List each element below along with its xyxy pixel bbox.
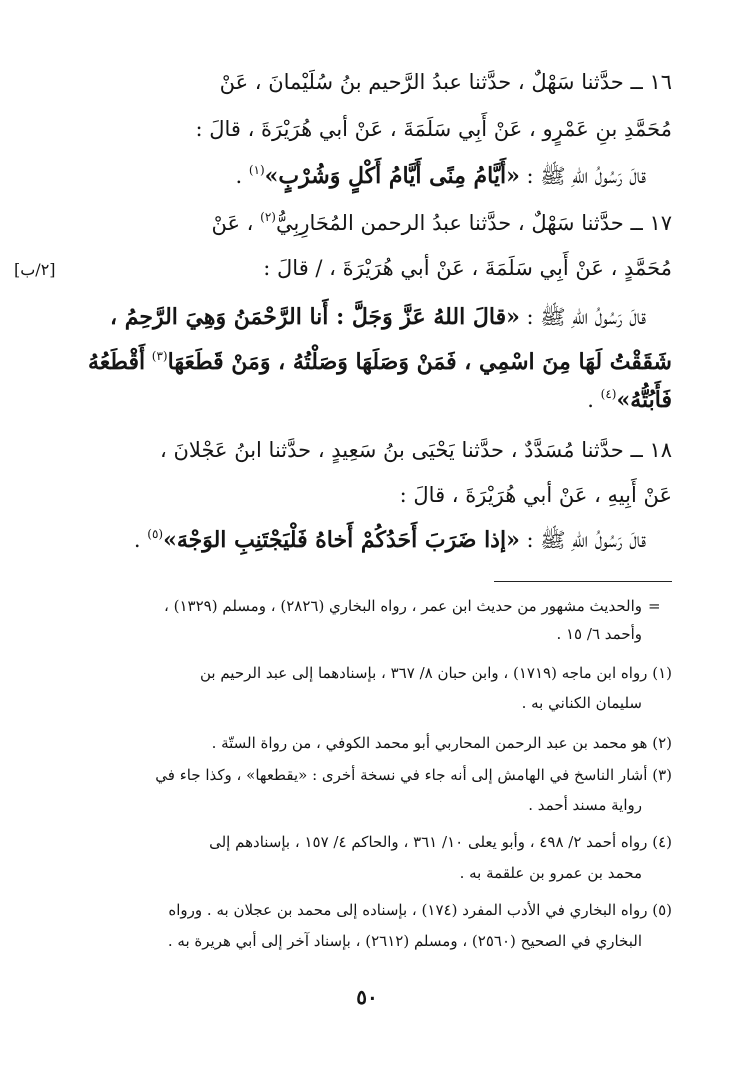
page-number: ٥٠ [356,985,378,1009]
hadith-17-chain-pre: ١٧ ــ حدَّثنا سَهْلٌ ، حدَّثنا عبدُ الرحمن المُحَارِبِيُّ [275,211,672,235]
hadith-16-chain-line1: ١٦ ــ حدَّثنا سَهْلٌ ، حدَّثنا عبدُ الرَّحيم بنُ سُلَيْمانَ ، عَنْ [219,70,672,94]
footnote-5-number: (٥) [652,901,672,919]
footnote-5-line2: البخاري في الصحيح (٢٥٦٠) ، ومسلم (٢٦١٢) ، بإسناد آخر إلى أبي هريرة به . [167,932,642,950]
folio-marginal-note: [٢/ب] [14,260,56,279]
hadith-16-chain-line2: مُحَمَّدِ بنِ عَمْرٍو ، عَنْ أَبِي سَلَمَةَ ، عَنْ أبي هُرَيْرَةَ ، قالَ : [195,117,672,141]
footnote-4-number: (٤) [652,833,672,851]
hadith-18-chain-line2: عَنْ أَبِيهِ ، عَنْ أبي هُرَيْرَةَ ، قالَ : [399,483,672,507]
hadith-17-chain-post: ، عَنْ [211,211,254,235]
hadith-18-chain-line1: ١٨ ــ حدَّثنا مُسَدَّدٌ ، حدَّثنا يَحْيَى بنُ سَعِيدٍ ، حدَّثنا ابنُ عَجْلانَ ، [160,438,672,462]
footnote-3-number: (٣) [652,766,672,784]
footnote-2-number: (٢) [652,734,672,752]
footnote-1-number: (١) [652,664,672,682]
footnote-1 [200,660,672,686]
hadith-17-chain-line1 [211,203,672,243]
hadith-17-chain-line2: مُحَمَّدٍ ، عَنْ أَبِي سَلَمَةَ ، عَنْ أبي هُرَيْرَةَ ، / قالَ : [263,256,672,280]
footnote-2 [212,730,672,756]
hadith-17-text-part4: فَأَبُتُّهُ» [616,387,672,413]
hadith-18-text: «إذا ضَرَبَ أَحَدُكُمْ أَخاهُ فَلْيَجْتَنِبِ الوَجْهَ» [163,527,520,553]
footnote-continuation-marker: = [648,597,661,615]
footnote-marker-1[interactable]: (١) [248,163,265,177]
hadith-16-intro: قالَ رَسُولُ اللهِ ﷺ : [526,164,646,188]
hadith-17-intro: قالَ رَسُولُ اللهِ ﷺ : [526,305,646,329]
footnote-3-text: أشار الناسخ في الهامش إلى أنه جاء في نسخة أخرى : «يقطعها» ، وكذا جاء في [155,766,648,784]
footnote-3 [155,762,672,788]
footnote-marker-3[interactable]: (٣) [151,349,168,363]
footnote-marker-2[interactable]: (٢) [260,210,276,224]
hadith-18-intro: قالَ رَسُولُ اللهِ ﷺ : [526,528,646,552]
footnote-marker-4[interactable]: (٤) [600,387,617,401]
hadith-17-text-part1: «قالَ اللهُ عَزَّ وَجَلَّ : أَنا الرَّحْمَنُ وَهِيَ الرَّحِمُ ، [109,304,520,330]
hadith-17-text-part3: أَقْطَعُهُ [88,349,146,375]
footnote-marker-5[interactable]: (٥) [147,527,164,541]
footnote-continuation-line1: والحديث مشهور من حديث ابن عمر ، رواه البخاري (٢٨٢٦) ، ومسلم (١٣٢٩) ، [164,597,642,615]
hadith-18-end: . [133,528,148,552]
hadith-17-text-line3 [587,380,672,420]
footnote-4 [209,829,672,855]
hadith-17-text-line2 [88,342,672,382]
hadith-17-text-part2: شَقَقْتُ لَهَا مِنَ اسْمِي ، فَمَنْ وَصَلَهَا وَصَلْتُهُ ، وَمَنْ قَطَعَهَا [167,349,672,375]
footnote-4-line2: محمد بن عمرو بن علقمة به . [459,864,642,882]
footnote-5-text: رواه البخاري في الأدب المفرد (١٧٤) ، بإسناده إلى محمد بن عجلان به . ورواه [168,901,648,919]
hadith-16-text: «أَيَّامُ مِنًى أَيَّامُ أَكْلٍ وَشُرْبٍ» [264,163,520,189]
footnote-continuation-line2: وأحمد ٦/ ١٥ . [556,625,642,643]
hadith-17-text-line1 [110,297,646,337]
hadith-17-end: . [587,388,601,412]
footnote-1-text: رواه ابن ماجه (١٧١٩) ، وابن حبان ٨/ ٣٦٧ ، بإسنادهما إلى عبد الرحيم بن [199,664,648,682]
footnote-4-text: رواه أحمد ٢/ ٤٩٨ ، وأبو يعلى ١٠/ ٣٦١ ، والحاكم ٤/ ١٥٧ ، بإسنادهم إلى [209,833,648,851]
footnote-2-text: هو محمد بن عبد الرحمن المحاربي أبو محمد الكوفي ، من رواة الستّة . [211,734,648,752]
hadith-18-text-line [134,520,646,560]
footnote-5 [168,897,672,923]
footnote-1-line2: سليمان الكناني به . [521,694,642,712]
hadith-16-end: . [235,164,249,188]
hadith-16-text-line [235,156,646,196]
footnote-3-line2: رواية مسند أحمد . [528,796,642,814]
footnote-divider [494,581,672,582]
